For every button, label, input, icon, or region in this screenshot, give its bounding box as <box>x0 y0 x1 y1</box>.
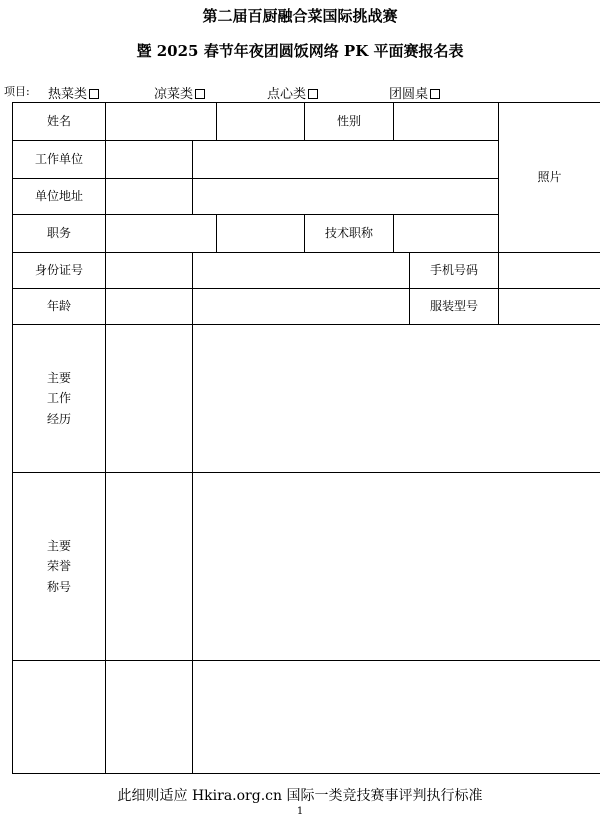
honors-label: 主要 荣誉 称号 <box>13 473 106 661</box>
honors-sub-input[interactable] <box>106 473 193 661</box>
option-pastry[interactable]: 点心类 <box>267 83 318 102</box>
option-cold-dish[interactable]: 凉菜类 <box>154 83 205 102</box>
gender-input[interactable] <box>394 103 499 141</box>
age-input[interactable] <box>193 289 410 325</box>
work-history-sub-input[interactable] <box>106 325 193 473</box>
clothing-size-label: 服装型号 <box>410 289 499 325</box>
work-unit-input[interactable] <box>193 141 499 179</box>
photo-box[interactable] <box>499 103 600 253</box>
id-number-input[interactable] <box>193 253 410 289</box>
checkbox-icon[interactable] <box>430 89 440 99</box>
unit-address-label: 单位地址 <box>13 179 106 215</box>
work-history-input[interactable] <box>193 325 600 473</box>
clothing-size-input[interactable] <box>499 289 600 325</box>
id-number-label: 身份证号 <box>13 253 106 289</box>
work-unit-label: 工作单位 <box>13 141 106 179</box>
project-selector <box>4 83 600 101</box>
position-extra-input[interactable] <box>217 215 305 253</box>
name-extra-input[interactable] <box>217 103 305 141</box>
honors-input[interactable] <box>193 473 600 661</box>
name-label: 姓名 <box>13 103 106 141</box>
extra-row-sub-input[interactable] <box>106 661 193 774</box>
tech-title-input[interactable] <box>394 215 499 253</box>
id-number-sub-input[interactable] <box>106 253 193 289</box>
gender-label: 性别 <box>305 103 394 141</box>
registration-table <box>12 102 600 774</box>
project-label: 项目: <box>4 85 30 98</box>
name-input[interactable] <box>106 103 217 141</box>
option-hot-dish[interactable]: 热菜类 <box>48 83 99 102</box>
position-input[interactable] <box>106 215 217 253</box>
extra-row-label <box>13 661 106 774</box>
checkbox-icon[interactable] <box>195 89 205 99</box>
footer-note: 此细则适应 Hkira.org.cn 国际一类竞技赛事评判执行标准 <box>117 788 483 804</box>
phone-input[interactable] <box>499 253 600 289</box>
unit-address-sub-input[interactable] <box>106 179 193 215</box>
checkbox-icon[interactable] <box>308 89 318 99</box>
page-number: 1 <box>296 806 304 817</box>
work-history-label: 主要 工作 经历 <box>13 325 106 473</box>
phone-label: 手机号码 <box>410 253 499 289</box>
age-label: 年龄 <box>13 289 106 325</box>
photo-label: 照片 <box>537 170 562 185</box>
position-label: 职务 <box>13 215 106 253</box>
work-unit-sub-input[interactable] <box>106 141 193 179</box>
unit-address-input[interactable] <box>193 179 499 215</box>
checkbox-icon[interactable] <box>89 89 99 99</box>
tech-title-label: 技术职称 <box>305 215 394 253</box>
form-title-line2: 暨 2025 春节年夜团圆饭网络 PK 平面赛报名表 <box>136 42 464 60</box>
form-title-line1: 第二届百厨融合菜国际挑战赛 <box>202 7 398 25</box>
option-reunion-table[interactable]: 团圆桌 <box>389 83 440 102</box>
extra-row-input[interactable] <box>193 661 600 774</box>
age-sub-input[interactable] <box>106 289 193 325</box>
